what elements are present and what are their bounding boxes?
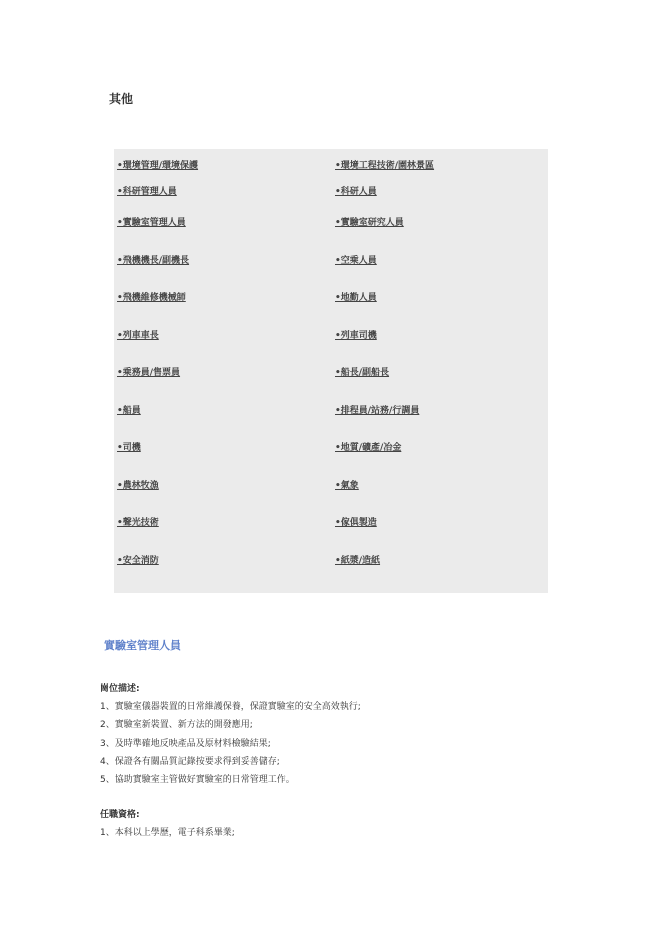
link-captain[interactable]: •船長/副船長 (335, 368, 390, 378)
link-scheduler[interactable]: •排程員/站務/行調員 (335, 406, 420, 416)
link-train-conductor[interactable]: •列車車長 (117, 331, 159, 341)
link-driver[interactable]: •司機 (117, 443, 141, 453)
link-agriculture[interactable]: •農林牧漁 (117, 481, 159, 491)
link-furniture[interactable]: •傢俱製造 (335, 518, 377, 528)
description-line: 3、及時準確地反映產品及原材料檢驗結果; (100, 739, 271, 749)
link-audio-light-tech[interactable]: •聲光技術 (117, 518, 159, 528)
description-line: 1、實驗室儀器裝置的日常維護保養，保證實驗室的安全高效執行; (100, 702, 361, 712)
link-crew-ticket-seller[interactable]: •乘務員/售票員 (117, 368, 181, 378)
link-ground-staff[interactable]: •地勤人員 (335, 293, 377, 303)
description-heading: 崗位描述: (100, 684, 140, 694)
qualification-line: 1、本科以上學歷，電子科系畢業; (100, 828, 235, 838)
link-paper-pulp[interactable]: •紙漿/造紙 (335, 556, 381, 566)
link-sailor[interactable]: •船員 (117, 406, 141, 416)
link-meteorology[interactable]: •氣象 (335, 481, 359, 491)
link-lab-research[interactable]: •實驗室研究人員 (335, 218, 404, 228)
link-geology-mining[interactable]: •地質/礦產/冶金 (335, 443, 402, 453)
description-line: 4、保證各有關品質記錄按要求得到妥善儲存; (100, 757, 280, 767)
link-environment-management[interactable]: •環境管理/環境保護 (117, 161, 199, 171)
link-aircraft-mechanic[interactable]: •飛機維修機械師 (117, 293, 186, 303)
link-flight-attendant[interactable]: •空乘人員 (335, 256, 377, 266)
link-fire-safety[interactable]: •安全消防 (117, 556, 159, 566)
description-line: 2、實驗室新裝置、新方法的開發應用; (100, 720, 253, 730)
job-title: 實驗室管理人員 (104, 639, 181, 652)
link-lab-management[interactable]: •實驗室管理人員 (117, 218, 186, 228)
link-pilot[interactable]: •飛機機長/副機長 (117, 256, 190, 266)
link-environment-engineering[interactable]: •環境工程技術/園林景區 (335, 161, 435, 171)
qualification-heading: 任職資格: (100, 810, 140, 820)
link-train-driver[interactable]: •列車司機 (335, 331, 377, 341)
description-line: 5、協助實驗室主管做好實驗室的日常管理工作。 (100, 775, 295, 785)
section-title: 其他 (109, 92, 134, 106)
link-researcher[interactable]: •科研人員 (335, 187, 377, 197)
link-research-management[interactable]: •科研管理人員 (117, 187, 177, 197)
